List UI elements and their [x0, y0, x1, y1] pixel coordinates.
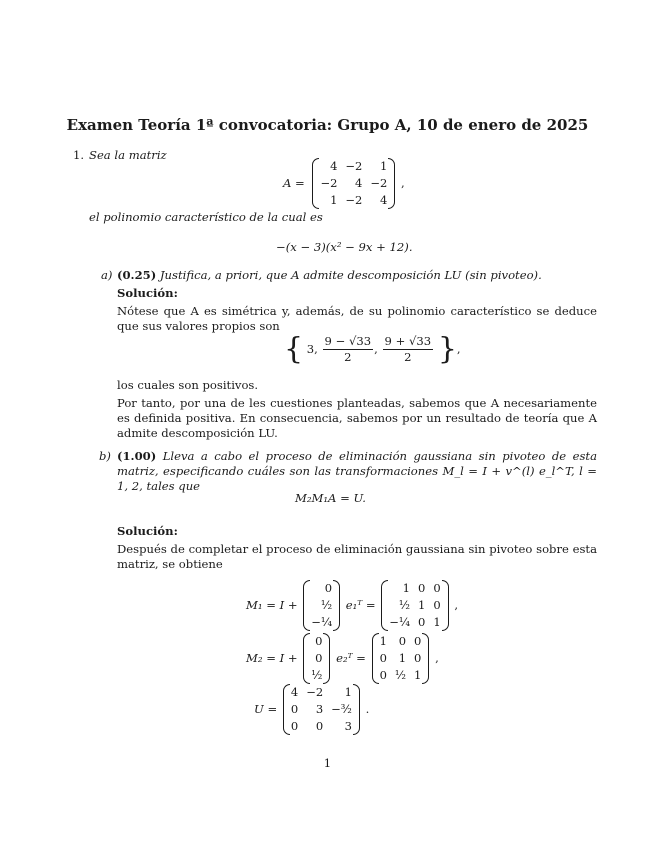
matrix-a-equation — [283, 158, 405, 209]
part-a-solution-label: Solución: — [117, 286, 178, 300]
matrix-cell: 0 — [414, 650, 422, 665]
part-a-conclusion: Por tanto, por una de les cuestiones planteadas, sabemos que A necesariamente es definida positiva. En consecuencia, sabemos por un resultado de teoría que A admite descomposición LU. — [117, 396, 597, 441]
matrix-cell: −³⁄₂ — [331, 701, 352, 716]
matrix-cell: 4 — [330, 159, 338, 173]
part-b-solution-text: Después de completar el proceso de eliminación gaussiana sin pivoteo sobre esta matriz, se obtiene — [117, 542, 597, 572]
u-equation — [254, 684, 369, 735]
eigen-den-2: 2 — [404, 350, 412, 365]
vector-cell: −¹⁄₄ — [311, 614, 333, 629]
right-brace: } — [437, 331, 457, 367]
m1-matrix — [385, 580, 444, 631]
matrix-cell: 1 — [398, 650, 407, 665]
vector-cell: 0 — [324, 581, 333, 595]
eigen-num-1: 9 − √33 — [323, 334, 374, 350]
matrix-cell: 1 — [380, 159, 388, 173]
part-a-question-line — [117, 268, 597, 283]
problem-intro: Sea la matriz — [89, 148, 167, 162]
matrix-cell: −2 — [320, 175, 338, 190]
matrix-cell: 1 — [433, 614, 441, 629]
matrix-cell: 3 — [344, 718, 352, 733]
eigen-fraction-1 — [323, 334, 374, 365]
m2-equation — [246, 633, 439, 684]
part-b-question-line — [117, 449, 597, 494]
matrix-cell: 0 — [433, 581, 441, 595]
m2-e: e₂ᵀ = — [336, 650, 366, 665]
matrix-cell: 1 — [414, 667, 422, 682]
matrix-cell: 0 — [418, 581, 426, 595]
part-a-points: (0.25) — [117, 268, 157, 282]
matrix-cell: ¹⁄₂ — [394, 667, 407, 682]
vector-cell: 0 — [315, 650, 323, 665]
part-b-label: b) — [99, 449, 111, 463]
matrix-cell: −2 — [345, 192, 363, 207]
part-b-equation: M₂M₁A = U. — [295, 491, 366, 505]
matrix-cell: 0 — [418, 614, 426, 629]
vector-cell: 0 — [315, 634, 323, 648]
part-a-positive-text: los cuales son positivos. — [117, 378, 259, 392]
matrix-cell: ¹⁄₂ — [398, 597, 410, 612]
matrix-cell: 1 — [330, 192, 338, 207]
polynomial-intro: el polinomio característico de la cual es — [89, 210, 323, 224]
eigen-den-1: 2 — [344, 350, 352, 365]
m2-vector — [307, 633, 326, 684]
m1-tail: , — [454, 597, 459, 612]
matrix-cell: 4 — [380, 192, 388, 207]
matrix-cell: 1 — [402, 581, 410, 595]
matrix-cell: −2 — [345, 159, 363, 173]
m1-vector — [307, 580, 336, 631]
part-a-label: a) — [101, 268, 113, 282]
m2-tail: , — [435, 650, 439, 665]
page-number: 1 — [323, 756, 332, 770]
matrix-cell: 1 — [379, 634, 387, 648]
part-b-question: Lleva a cabo el proceso de eliminación gaussiana sin pivoteo de esta matriz, especificando cuáles son las transformaciones M_l = I + v^(l) e_l^T, l = 1, 2, tales que — [117, 449, 597, 494]
matrix-a — [316, 158, 391, 209]
matrix-cell: 0 — [433, 597, 441, 612]
part-b-points: (1.00) — [117, 449, 157, 463]
matrix-cell: 0 — [315, 718, 324, 733]
u-matrix — [287, 684, 356, 735]
matrix-cell: 0 — [398, 634, 407, 648]
page-title: Examen Teoría 1ª convocatoria: Grupo A, 10 de enero de 2025 — [66, 116, 589, 134]
vector-cell: ¹⁄₂ — [320, 597, 333, 612]
polynomial: −(x − 3)(x² − 9x + 12). — [276, 240, 413, 254]
m1-e: e₁ᵀ = — [345, 597, 376, 612]
m1-equation — [246, 580, 458, 631]
matrix-cell: 1 — [344, 685, 352, 699]
u-label: U = — [254, 701, 278, 716]
matrix-cell: −¹⁄₄ — [389, 614, 410, 629]
m2-matrix — [376, 633, 426, 684]
matrix-cell: 0 — [290, 701, 299, 716]
matrix-cell: 0 — [290, 718, 299, 733]
u-tail: . — [365, 701, 370, 716]
eigen-tail: , — [456, 342, 461, 357]
eigen-first: 3, — [306, 342, 318, 357]
eigen-separator: , — [374, 342, 378, 357]
matrix-cell: 4 — [290, 685, 299, 699]
matrix-cell: 0 — [414, 634, 422, 648]
matrix-cell: 1 — [418, 597, 426, 612]
matrix-cell: −2 — [370, 175, 388, 190]
matrix-a-label: A = — [283, 175, 305, 190]
matrix-cell: 0 — [379, 667, 387, 682]
vector-cell: ¹⁄₂ — [311, 667, 323, 682]
matrix-cell: −2 — [306, 685, 324, 699]
m2-label: M₂ = I + — [246, 650, 298, 665]
matrix-cell: 3 — [315, 701, 324, 716]
part-a-solution-text: Nótese que A es simétrica y, además, de su polinomio característico se deduce que sus valores propios son — [117, 304, 597, 334]
problem-number: 1. — [73, 148, 85, 162]
eigen-num-2: 9 + √33 — [383, 334, 434, 350]
left-brace: { — [284, 331, 304, 367]
eigen-fraction-2 — [383, 334, 434, 365]
part-b-solution-label: Solución: — [117, 524, 178, 538]
matrix-cell: 0 — [379, 650, 387, 665]
matrix-a-tail: , — [401, 175, 405, 190]
part-a-question: Justifica, a priori, que A admite descomposición LU (sin pivoteo). — [159, 268, 542, 282]
m1-label: M₁ = I + — [246, 597, 298, 612]
matrix-cell: 4 — [355, 175, 363, 190]
eigenvalue-set — [284, 331, 461, 367]
